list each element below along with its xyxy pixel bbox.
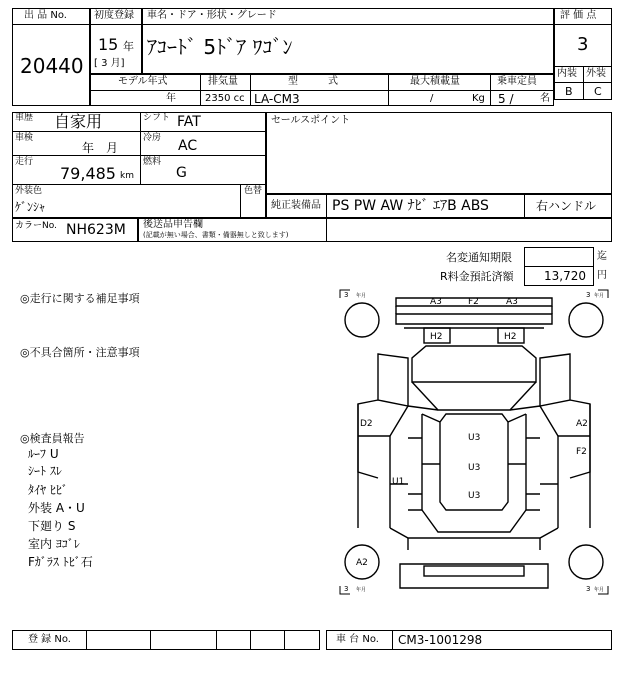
lot-number: 20440	[20, 54, 84, 78]
report-line: ﾙｰﾌ U	[28, 447, 59, 461]
mark-hood-h2-right: H2	[504, 332, 517, 342]
repaint-label: 色替	[244, 186, 263, 196]
mileage-value: 79,485	[60, 164, 116, 183]
exterior-grade: C	[594, 85, 602, 98]
lot-label: 出 品 No.	[24, 10, 67, 21]
equipment: PS PW AW ﾅﾋﾞ ｴｱB ABS	[332, 198, 489, 214]
capacity-label: 乗車定員	[497, 76, 537, 87]
fuel-value: G	[176, 165, 187, 181]
car-damage-diagram	[338, 288, 610, 598]
first-reg-year: 15	[98, 35, 119, 54]
chassis-label: 車 台 No.	[336, 634, 379, 645]
corner-tag-bl: 3	[344, 585, 349, 593]
first-reg-label: 初度登録	[94, 10, 134, 21]
max-load-unit: Kg	[472, 93, 485, 104]
inspection-label: 車検	[15, 133, 34, 143]
mark-left-u1: U1	[392, 477, 405, 487]
car-name: ｱｺｰﾄﾞ 5ﾄﾞｱ ﾜｺﾞﾝ	[147, 35, 293, 59]
capacity: 5 /	[498, 92, 514, 106]
corner-sub-tl: 年月	[356, 293, 367, 299]
color-value: ｹﾞﾝｼｬ	[15, 200, 46, 214]
mark-right-a2: A2	[576, 419, 588, 429]
interior-label: 内装	[557, 68, 577, 79]
color-label: 外装色	[15, 186, 43, 196]
inspector-label: ◎検査員報告	[20, 432, 85, 445]
docs-label: 後送品申告欄	[143, 219, 203, 230]
displacement: 2350 cc	[205, 93, 245, 104]
corner-tag-tl: 3	[344, 291, 349, 299]
corner-tag-tr: 3	[586, 291, 591, 299]
mark-rear-wheel-a2: A2	[356, 558, 368, 568]
first-reg-month: [ 3 月]	[94, 58, 125, 69]
chassis-value: CM3-1001298	[398, 633, 483, 647]
recycle-value: 13,720	[544, 269, 586, 283]
type-value: LA-CM3	[254, 92, 300, 106]
handle: 右ハンドル	[536, 199, 597, 213]
mark-front-a3-left: A3	[430, 297, 442, 307]
defects-label: ◎不具合箇所・注意事項	[20, 346, 140, 359]
mark-right-f2: F2	[576, 447, 587, 457]
displacement-label: 排気量	[208, 76, 238, 87]
report-line: ﾀｲﾔ ﾋﾋﾞ	[28, 483, 68, 497]
inspection-value: 年 月	[82, 141, 119, 155]
mark-roof-u3-1: U3	[468, 433, 481, 443]
eval-score: 3	[577, 34, 589, 55]
ac-label: 冷房	[143, 133, 162, 143]
docs-note: (記載が無い場合、書類・備器無しと致します)	[143, 231, 289, 239]
equipment-label: 純正装備品	[271, 200, 321, 211]
report-line: Fｶﾞﾗｽ ﾄﾋﾞ石	[28, 555, 93, 569]
eval-label: 評 価 点	[560, 10, 597, 21]
mark-front-a3-right: A3	[506, 297, 518, 307]
running-notes-label: ◎走行に関する補足事項	[20, 292, 140, 305]
ac-value: AC	[178, 138, 198, 154]
history-label: 車歴	[15, 113, 34, 123]
shift-value: FAT	[177, 114, 201, 130]
corner-tag-br: 3	[586, 585, 591, 593]
report-line: ｼｰﾄ ｽﾚ	[28, 464, 62, 478]
report-line: 下廻り S	[28, 519, 76, 533]
recycle-unit: 円	[597, 270, 607, 281]
model-year-unit: 年	[166, 93, 176, 104]
color-no: NH623M	[66, 222, 126, 238]
report-line: 室内 ﾖｺﾞﾚ	[28, 537, 80, 551]
corner-sub-br: 年月	[594, 587, 605, 593]
exterior-label: 外装	[586, 68, 606, 79]
first-reg-year-unit: 年	[123, 40, 134, 53]
sales-point-label: セールスポイント	[271, 115, 351, 126]
report-line: 外装 A・U	[28, 501, 85, 515]
mark-hood-h2-left: H2	[430, 332, 443, 342]
name-change-field	[524, 247, 594, 267]
corner-sub-tr: 年月	[594, 293, 605, 299]
color-no-label: カラーNo.	[15, 221, 57, 231]
recycle-label: R料金預託済額	[440, 270, 514, 283]
mileage-unit: km	[120, 171, 134, 181]
max-load-slash: /	[430, 93, 434, 104]
name-change-label: 名変通知期限	[446, 251, 512, 264]
mark-front-f2: F2	[468, 297, 479, 307]
corner-sub-bl: 年月	[356, 587, 367, 593]
details-box	[12, 112, 266, 218]
max-load-label: 最大積載量	[410, 76, 460, 87]
car-name-label: 車名・ドア・形状・グレード	[147, 10, 277, 21]
mileage-label: 走行	[15, 157, 34, 167]
mark-roof-u3-3: U3	[468, 491, 481, 501]
registration-label: 登 録 No.	[28, 634, 71, 645]
mark-left-d2: D2	[360, 419, 373, 429]
fuel-label: 燃料	[143, 157, 162, 167]
shift-label: シフト	[143, 113, 171, 123]
mark-roof-u3-2: U3	[468, 463, 481, 473]
model-year-label: モデル年式	[118, 76, 168, 87]
capacity-unit: 名	[540, 93, 550, 104]
interior-grade: B	[565, 85, 573, 98]
history-value: 自家用	[54, 112, 103, 131]
name-change-unit: 迄	[597, 251, 607, 262]
type-label: 型 式	[288, 76, 338, 87]
